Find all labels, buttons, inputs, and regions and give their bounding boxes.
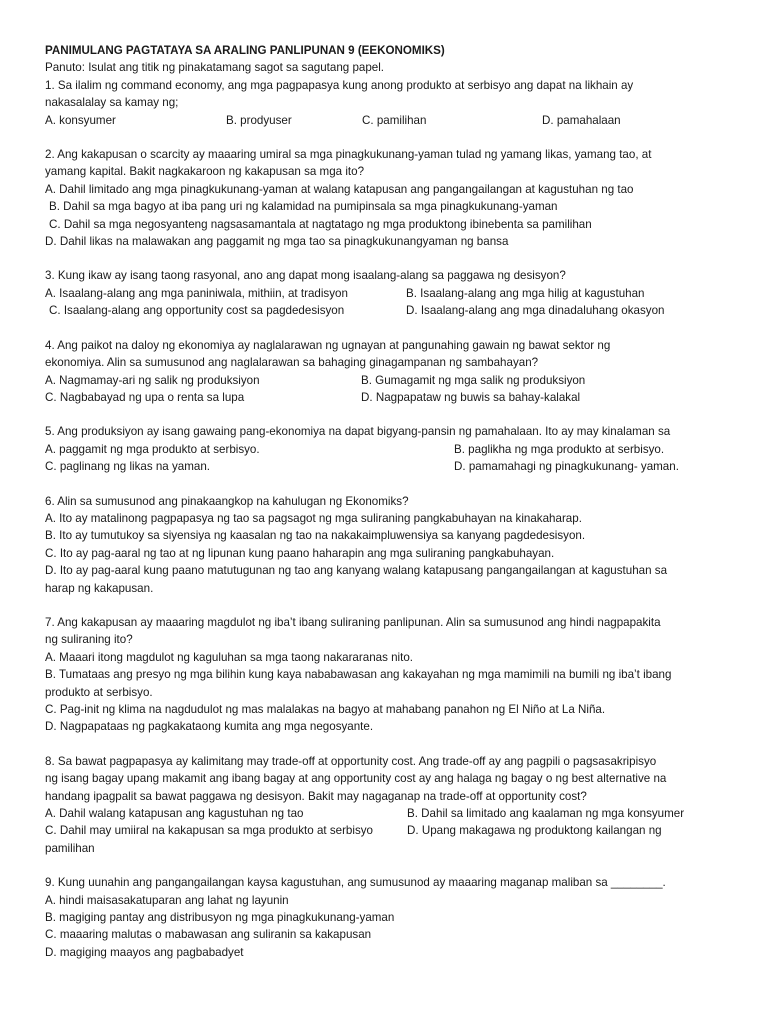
choice-a: A. Ito ay matalinong pagpapasya ng tao sa pagsagot ng mga suliraning pangkabuhayan na kinakaharap. [45, 511, 582, 525]
question-text: 5. Ang produksiyon ay isang gawaing pang-ekonomiya na dapat bigyang-pansin ng pamahalaan. Ito ay may kinalaman sa [45, 425, 671, 439]
choice-a: A. Dahil limitado ang mga pinagkukunang-yaman at walang katapusan ang pangangailangan at kagustuhan ng tao [45, 182, 634, 196]
question-text: 1. Sa ilalim ng command economy, ang mga pagpapasya kung anong produkto at serbisyo ang dapat na likhain ay [45, 78, 634, 92]
choice-c: C. Nagbabayad ng upa o renta sa lupa [45, 390, 245, 404]
question-6 [45, 493, 738, 597]
question-4 [45, 337, 738, 407]
choice-c: C. paglinang ng likas na yaman. [45, 460, 210, 474]
question-text: ng isang bagay upang makamit ang ibang bagay at ang opportunity cost ay ang halaga ng bagay o ng best alternative na [45, 772, 667, 786]
choice-c: C. Isaalang-alang ang opportunity cost sa pagdedesisyon [49, 304, 345, 318]
question-1 [45, 77, 738, 129]
choice-a: A. Nagmamay-ari ng salik ng produksiyon [45, 373, 260, 387]
choice-b: B. Gumagamit ng mga salik ng produksiyon [361, 373, 586, 387]
question-9 [45, 874, 738, 961]
choice-b: B. Dahil sa limitado ang kaalaman ng mga konsyumer [407, 807, 685, 821]
choice-d: D. Upang makagawa ng produktong kailangan ng [407, 824, 662, 838]
question-2 [45, 146, 738, 250]
choice-b-continued: produkto at serbisyo. [45, 685, 153, 699]
question-5 [45, 423, 738, 475]
choice-c: C. Ito ay pag-aaral ng tao at ng lipunan kung paano haharapin ang mga suliraning pangkabuhayan. [45, 546, 555, 560]
choice-a: A. paggamit ng mga produkto at serbisyo. [45, 442, 260, 456]
question-text: 3. Kung ikaw ay isang taong rasyonal, ano ang dapat mong isaalang-alang sa paggawa ng desisyon? [45, 269, 566, 283]
choices [45, 372, 738, 407]
choices [45, 805, 738, 840]
choice-d: D. magiging maayos ang pagbabadyet [45, 945, 244, 959]
choice-d: D. pamahalaan [542, 113, 621, 127]
choice-d: D. Isaalang-alang ang mga dinadaluhang okasyon [406, 304, 665, 318]
question-8 [45, 753, 738, 857]
question-text: 6. Alin sa sumusunod ang pinakaangkop na kahulugan ng Ekonomiks? [45, 494, 409, 508]
choice-c: C. Dahil may umiiral na kakapusan sa mga produkto at serbisyo [45, 824, 373, 838]
question-text: 7. Ang kakapusan ay maaaring magdulot ng iba’t ibang suliraning panlipunan. Alin sa sumusunod ang hindi nagpapakita [45, 615, 661, 629]
choice-c: C. Pag-init ng klima na nagdudulot ng mas malalakas na bagyo at mahabang panahon ng El Niño at La Niña. [45, 703, 606, 716]
question-text: ekonomiya. Alin sa sumusunod ang naglalarawan sa bahaging ginagampanan ng sambahayan? [45, 356, 539, 370]
choice-d: D. pamamahagi ng pinagkukunang- yaman. [454, 460, 679, 474]
choices [45, 285, 738, 320]
choice-d: D. Nagpapataw ng buwis sa bahay-kalakal [361, 390, 581, 404]
choice-d: D. Dahil likas na malawakan ang paggamit ng mga tao sa pinagkukunangyaman ng bansa [45, 235, 509, 249]
choice-b: B. Dahil sa mga bagyo at iba pang uri ng kalamidad na pumipinsala sa mga pinagkukunang-yaman [49, 200, 558, 214]
instructions: Panuto: Isulat ang titik ng pinakatamang sagot sa sagutang papel. [45, 61, 385, 75]
exam-title: PANIMULANG PAGTATAYA SA ARALING PANLIPUNAN 9 (EEKONOMIKS) [45, 44, 445, 57]
choice-d: D. Ito ay pag-aaral kung paano matutugunan ng tao ang kanyang walang katapusang pangangailangan at kagustuhan sa [45, 564, 668, 578]
question-text: 8. Sa bawat pagpapasya ay kalimitang may trade-off at opportunity cost. Ang trade-off ay ang pagpili o pagsasakripisyo [45, 754, 657, 768]
question-text: 2. Ang kakapusan o scarcity ay maaaring umiral sa mga pinagkukunang-yaman tulad ng yamang likas, yamang tao, at [45, 148, 652, 162]
choice-c: C. maaaring malutas o mabawasan ang suliranin sa kakapusan [45, 928, 372, 942]
choice-b: B. Ito ay tumutukoy sa siyensiya ng kaasalan ng tao na nakakaimpluwensiya sa kanyang pagdedesisyon. [45, 529, 586, 543]
choices [45, 112, 738, 129]
question-7 [45, 614, 738, 736]
choice-a: A. Isaalang-alang ang mga paniniwala, mithiin, at tradisyon [45, 286, 348, 300]
choice-a: A. konsyumer [45, 113, 116, 127]
question-text: 9. Kung uunahin ang pangangailangan kaysa kagustuhan, ang sumusunod ay maaaring maganap maliban sa ________. [45, 876, 666, 890]
choice-d: D. Nagpapataas ng pagkakataong kumita ang mga negosyante. [45, 720, 374, 734]
choice-a: A. hindi maisasakatuparan ang lahat ng layunin [45, 893, 289, 907]
question-text: nakasalalay sa kamay ng; [45, 96, 179, 110]
choice-c: C. Dahil sa mga negosyanteng nagsasamantala at nagtatago ng mga produktong ibinebenta sa pamilihan [49, 217, 592, 231]
choice-d-continued: pamilihan [45, 841, 95, 855]
choice-b: B. Tumataas ang presyo ng mga bilihin kung kaya nababawasan ang kakayahan ng mga mamimili na bumili ng iba’t ibang [45, 668, 672, 682]
question-text: 4. Ang paikot na daloy ng ekonomiya ay naglalarawan ng ugnayan at pangunahing gawain ng bawat sektor ng [45, 338, 611, 352]
choice-d-continued: harap ng kakapusan. [45, 581, 154, 595]
choice-b: B. magiging pantay ang distribusyon ng mga pinagkukunang-yaman [45, 911, 395, 925]
choice-c: C. pamilihan [362, 113, 427, 127]
choice-b: B. Isaalang-alang ang mga hilig at kagustuhan [406, 286, 645, 300]
choice-b: B. prodyuser [226, 113, 292, 127]
choice-a: A. Dahil walang katapusan ang kagustuhan ng tao [45, 807, 304, 821]
question-text: yamang kapital. Bakit nagkakaroon ng kakapusan sa mga ito? [45, 165, 365, 179]
choice-a: A. Maaari itong magdulot ng kaguluhan sa mga taong nakararanas nito. [45, 650, 414, 664]
choices [45, 441, 738, 476]
question-text: handang ipagpalit sa bawat paggawa ng desisyon. Bakit may nagaganap na trade-off at opportunity cost? [45, 789, 587, 803]
question-text: ng suliraning ito? [45, 633, 133, 647]
choice-b: B. paglikha ng mga produkto at serbisyo. [454, 442, 665, 456]
question-3 [45, 267, 738, 319]
